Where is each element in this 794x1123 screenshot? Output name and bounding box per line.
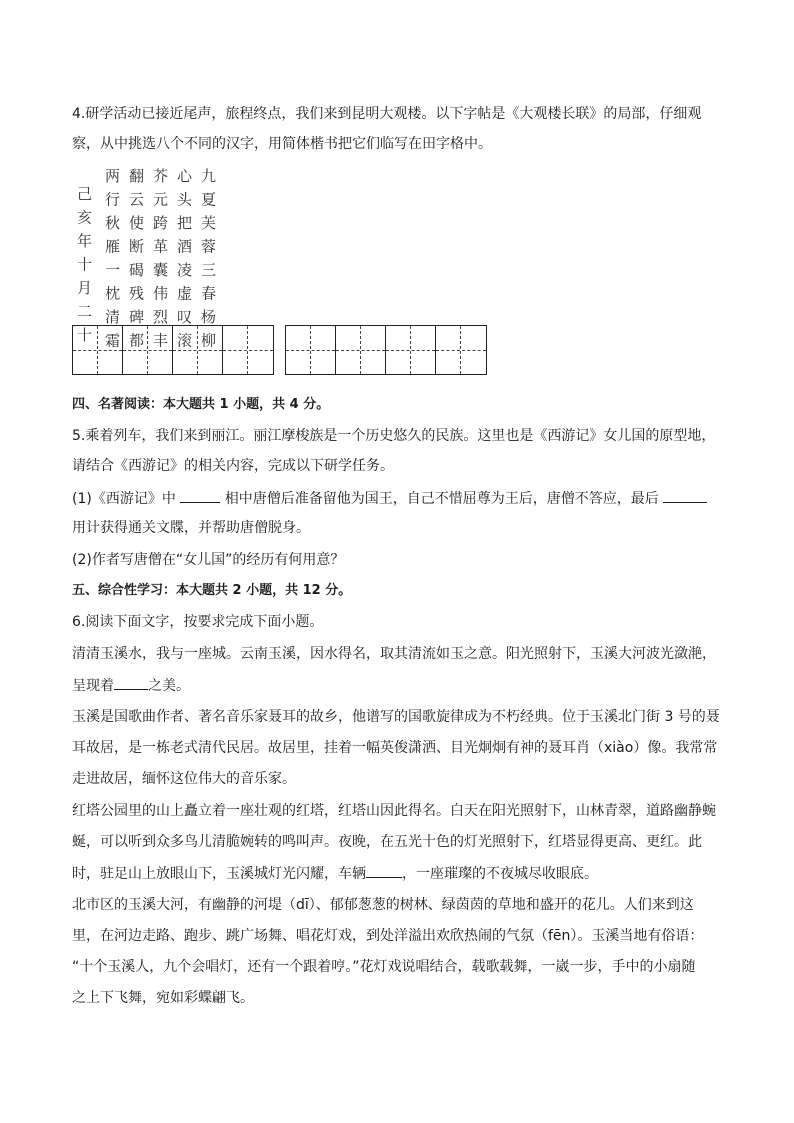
q6-p1-part-a: 呈现着 <box>72 678 114 694</box>
q5-blank-2[interactable] <box>663 488 707 503</box>
q6-p1-line-1: 清清玉溪水，我与一座城。云南玉溪，因水得名，取其清流如玉之意。阳光照射下，玉溪大河波光潋滟， <box>72 646 716 662</box>
tian-grid-right <box>285 325 487 375</box>
tian-grid-cell[interactable] <box>336 326 386 374</box>
q5-sub2: (2)作者写唐僧在“女儿国”的经历有何用意？ <box>72 552 345 568</box>
q5-sub1-part-b: 相中唐僧后准备留他为国王，自己不惜屈尊为王后，唐僧不答应，最后 <box>224 491 659 507</box>
q6-p4-line-2: 里，在河边走路、跑步、跳广场舞、唱花灯戏，到处洋溢出欢欣热闹的气氛（fēn）。玉溪当地有俗语： <box>72 928 704 944</box>
tian-grid-cell[interactable] <box>386 326 436 374</box>
calligraphy-column-5: 两行秋雁一枕清霜 <box>103 168 121 356</box>
q6-p3-line-2: 蜒，可以听到众多鸟儿清脆婉转的鸣叫声。夜晚，在五光十色的灯光照射下，红塔显得更高、更红。此 <box>72 834 702 850</box>
tian-grid-cell[interactable] <box>173 326 223 374</box>
q6-p4-line-1: 北市区的玉溪大河，有幽静的河堤（dī）、郁郁葱葱的树林、绿茵茵的草地和盛开的花儿。人们来到这 <box>72 897 694 913</box>
q6-blank-2[interactable] <box>366 863 402 878</box>
q6-p3-part-a: 时，驻足山上放眼山下，玉溪城灯光闪耀，车辆 <box>72 866 366 882</box>
q6-p4-line-3: “十个玉溪人，九个会唱灯，还有一个跟着哼。”花灯戏说唱结合，载歌载舞，一崴一步，手中的小扇随 <box>72 959 696 975</box>
section-4-title: 四、名著阅读：本大题共 1 小题，共 4 分。 <box>72 397 330 412</box>
q5-line-2: 请结合《西游记》的相关内容，完成以下研学任务。 <box>72 458 394 474</box>
q6-p2-line-1: 玉溪是国歌曲作者、著名音乐家聂耳的故乡，他谱写的国歌旋律成为不朽经典。位于玉溪北门街 3 号的聂 <box>72 709 720 725</box>
q6-p3-line-3 <box>72 863 598 884</box>
q6-intro: 6.阅读下面文字，按要求完成下面小题。 <box>72 614 324 630</box>
q6-p2-line-3: 走进故居，缅怀这位伟大的音乐家。 <box>72 771 296 787</box>
q5-sub1-part-a: (1)《西游记》中 <box>72 491 176 507</box>
calligraphy-column-1: 九夏芙蓉三春杨柳 <box>199 168 217 356</box>
q4-line-2: 察，从中挑选八个不同的汉字，用简体楷书把它们临写在田字格中。 <box>72 136 492 152</box>
q6-p1-line-2 <box>72 675 190 696</box>
tian-grid-cell[interactable] <box>123 326 173 374</box>
q6-p3-line-1: 红塔公园里的山上矗立着一座壮观的红塔，红塔山因此得名。白天在阳光照射下，山林青翠，道路幽静蜿 <box>72 803 716 819</box>
q5-blank-1[interactable] <box>180 488 220 503</box>
q5-sub1-continue: 用计获得通关文牒，并帮助唐僧脱身。 <box>72 520 310 536</box>
q6-p4-line-4: 之上下飞舞，宛如彩蝶翩飞。 <box>72 990 254 1006</box>
tian-grid-left <box>72 325 274 375</box>
q6-p1-part-b: 之美。 <box>148 678 190 694</box>
section-5-title: 五、综合性学习：本大题共 2 小题，共 12 分。 <box>72 583 352 598</box>
calligraphy-column-3: 芥元跨革囊伟烈丰 <box>151 168 169 356</box>
q6-blank-1[interactable] <box>114 675 148 690</box>
q6-p2-line-2: 耳故居，是一栋老式清代民居。故居里，挂着一幅英俊潇洒、目光炯炯有神的聂耳肖（xiào）像。我常常 <box>72 740 718 756</box>
calligraphy-column-6: 己亥年十月二十 <box>75 186 93 351</box>
tian-grid-cell[interactable] <box>73 326 123 374</box>
q5-line-1: 5.乘着列车，我们来到丽江。丽江摩梭族是一个历史悠久的民族。这里也是《西游记》女儿国的原型地， <box>72 428 716 444</box>
q6-p3-part-b: ，一座璀璨的不夜城尽收眼底。 <box>402 866 598 882</box>
tian-grid-cell[interactable] <box>286 326 336 374</box>
q4-line-1: 4.研学活动已接近尾声，旅程终点，我们来到昆明大观楼。以下字帖是《大观楼长联》的局部，仔细观 <box>72 106 702 122</box>
tian-grid-cell[interactable] <box>436 326 486 374</box>
q5-sub1-line <box>72 488 707 509</box>
calligraphy-column-4: 翻云使断碣残碑都 <box>127 168 145 356</box>
calligraphy-column-2: 心头把酒凌虚叹滚 <box>175 168 193 356</box>
tian-grid-cell[interactable] <box>223 326 273 374</box>
